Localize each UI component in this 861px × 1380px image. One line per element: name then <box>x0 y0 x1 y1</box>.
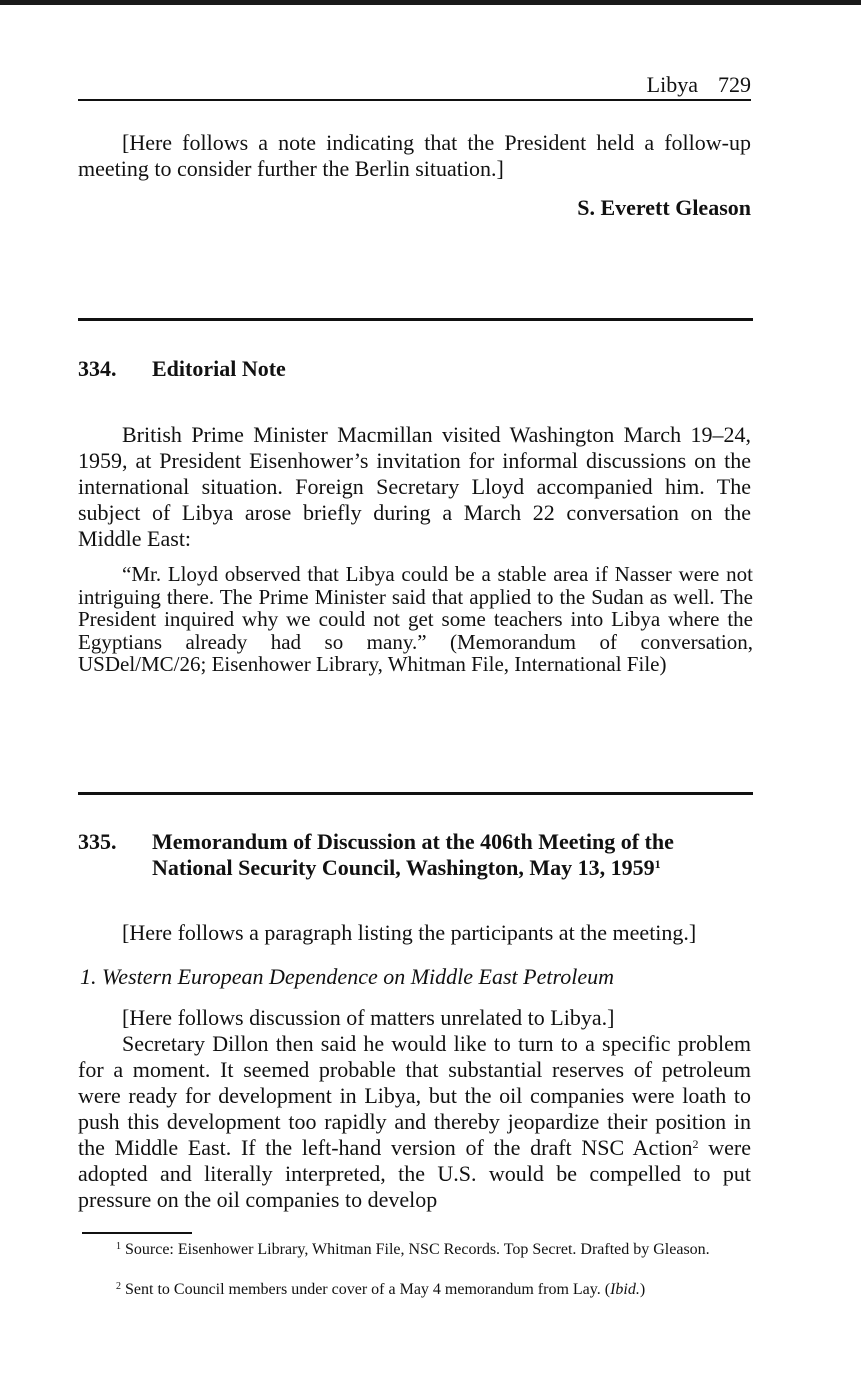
footnote-ref-1: 1 <box>654 857 661 871</box>
doc-335-title-line2: National Security Council, Washington, May 13, 1959 <box>152 855 655 880</box>
footnote-2-mark: 2 <box>116 1281 121 1292</box>
body-text-b: were adopted and literally interpreted, the U.S. would be compelled to put pressure on the oil companies to develop <box>78 1135 752 1212</box>
footnote-rule <box>82 1232 192 1234</box>
header-rule <box>78 99 751 101</box>
footnote-2-text: Sent to Council members under cover of a May 4 memorandum from Lay. ( <box>121 1281 611 1298</box>
footnote-2 <box>82 1280 754 1300</box>
footnote-2-close: ) <box>639 1281 646 1298</box>
doc-334-title: Editorial Note <box>152 356 286 381</box>
doc-335-title-line1: Memorandum of Discussion at the 406th Meeting of the <box>152 829 674 854</box>
footnote-1-mark: 1 <box>116 1241 121 1252</box>
page-header <box>78 72 751 102</box>
section-divider-335 <box>78 792 753 795</box>
unrelated-note: [Here follows discussion of matters unrelated to Libya.] <box>122 1005 615 1030</box>
participants-note: [Here follows a paragraph listing the participants at the meeting.] <box>122 920 697 945</box>
footnote-2-ibid: Ibid. <box>610 1281 640 1298</box>
doc-335-body <box>78 1031 751 1213</box>
doc-334-paragraph: British Prime Minister Macmillan visited Washington March 19–24, 1959, at President Eisenhower’s invitation for informal discussions on the international situation. Foreign Secretary Lloyd accompanied him. The subject of Libya arose briefly during a March 22 conversation on the Middle East: <box>78 422 751 551</box>
body-text-a: Secretary Dillon then said he would like to turn to a specific problem for a moment. It seemed probable that substantial reserves of petroleum were ready for development in Libya, but the oil companies were loath to push this development too rapidly and thereby jeopardize their position in the Middle East. If the left-hand version of the draft NSC Action <box>78 1031 751 1160</box>
doc-335-subheading: 1. Western European Dependence on Middle East Petroleum <box>80 964 614 989</box>
doc-334-number: 334. <box>78 356 117 381</box>
footnote-ref-2: 2 <box>692 1137 699 1151</box>
top-edge-bar <box>0 0 861 5</box>
running-head <box>647 72 751 98</box>
intro-note: [Here follows a note indicating that the President held a follow-up meeting to consider further the Berlin situation.] <box>78 130 751 181</box>
signature: S. Everett Gleason <box>577 195 751 220</box>
running-title: Libya <box>646 72 698 97</box>
footnote-1 <box>82 1240 754 1260</box>
doc-335-number: 335. <box>78 829 117 854</box>
doc-334-quote: “Mr. Lloyd observed that Libya could be a stable area if Nasser were not intriguing there. The Prime Minister said that applied to the Sudan as well. The President inquired why we could not get some teachers into Libya where the Egyptians already had so many.” (Memorandum of conversation, USDel/MC/26; Eisenhower Library, Whitman File, International File) <box>78 562 753 676</box>
doc-335-title <box>152 829 674 881</box>
page-number: 729 <box>718 72 751 97</box>
section-divider-334 <box>78 318 753 321</box>
footnote-1-text: Source: Eisenhower Library, Whitman File, NSC Records. Top Secret. Drafted by Gleason. <box>121 1241 710 1258</box>
